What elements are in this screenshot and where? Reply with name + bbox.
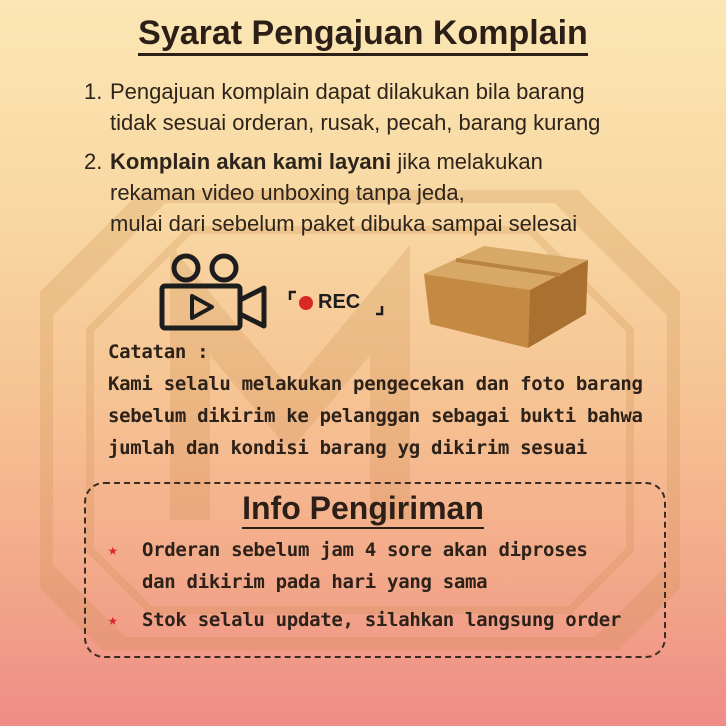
star-bullet-icon: ★: [108, 610, 118, 629]
note-heading: Catatan :: [108, 341, 209, 363]
requirement-2-line-3: mulai dari sebelum paket dibuka sampai selesai: [110, 211, 578, 236]
requirement-2-bold: Komplain akan kami layani: [110, 149, 392, 174]
video-camera-icon: [158, 252, 270, 332]
shipping-info-title: Info Pengiriman: [0, 490, 726, 527]
requirement-2-line-2: rekaman video unboxing tanpa jeda,: [110, 180, 465, 205]
requirement-1-line-2: tidak sesuai orderan, rusak, pecah, barang kurang: [110, 110, 601, 135]
note-line-3: jumlah dan kondisi barang yg dikirim sesuai: [108, 437, 587, 459]
note-section: [108, 336, 643, 464]
requirement-1-line-1: Pengajuan komplain dapat dilakukan bila barang: [110, 79, 585, 104]
requirement-2-rest: jika melakukan: [391, 149, 543, 174]
star-bullet-icon: ★: [108, 540, 118, 559]
note-line-1: Kami selalu melakukan pengecekan dan foto barang: [108, 373, 643, 395]
rec-indicator: [286, 286, 386, 320]
cardboard-box-icon: [420, 244, 592, 350]
note-line-2: sebelum dikirim ke pelanggan sebagai bukti bahwa: [108, 405, 643, 427]
page-title: Syarat Pengajuan Komplain: [0, 14, 726, 53]
rec-label: REC: [318, 291, 361, 313]
